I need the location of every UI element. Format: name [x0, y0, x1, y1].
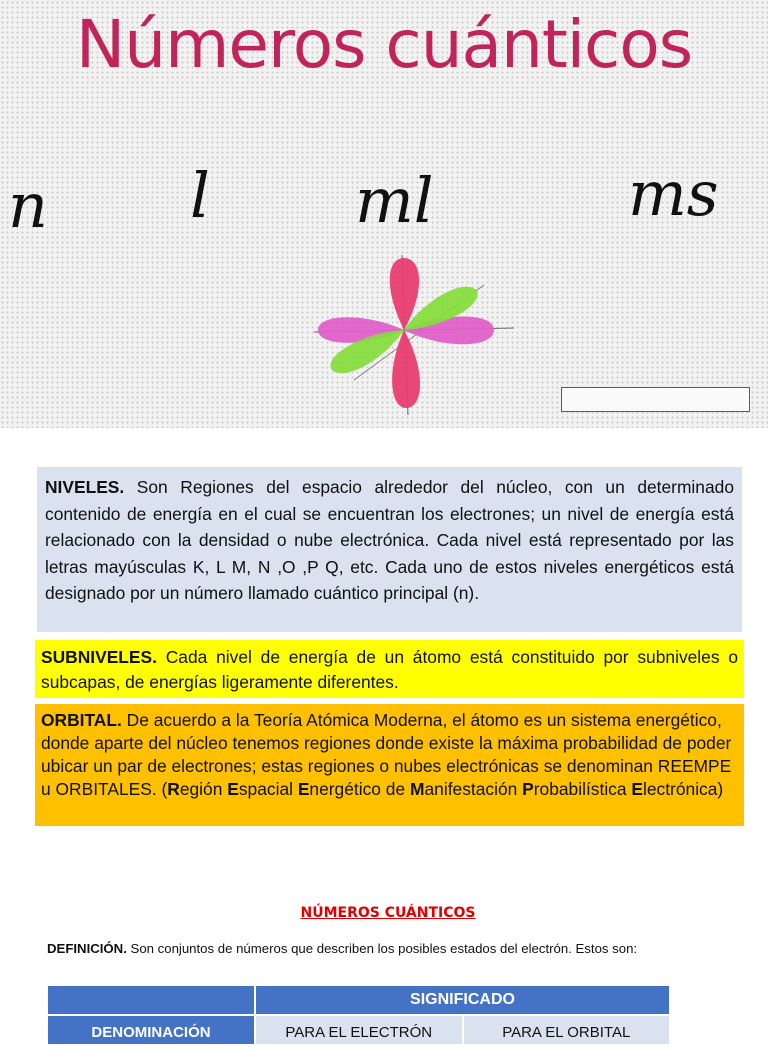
quantum-numbers-table: [47, 985, 670, 1045]
symbol-ml: ml: [355, 164, 434, 237]
acronym-cap: P: [522, 779, 534, 799]
symbol-l: l: [190, 159, 210, 232]
niveles-block: [37, 467, 742, 632]
acronym-rest: robabilística: [533, 779, 632, 799]
caption-box: [561, 387, 750, 412]
orbital-text: De acuerdo a la Teoría Atómica Moderna, el átomo es un sistema energético, donde aparte del núcleo tenemos regiones donde existe la máxima probabilidad de poder ubicar un par de electrones; estas regiones o nubes electrónicas se denominan REEMPE u ORBITALES. (: [41, 710, 732, 799]
orbital-heading: ORBITAL.: [41, 710, 122, 730]
orbital-block: [35, 704, 744, 826]
acronym-rest: anifestación: [424, 779, 523, 799]
subniveles-text: Cada nivel de energía de un átomo está constituido por subniveles o subcapas, de energías ligeramente diferentes.: [41, 647, 738, 692]
acronym-rest: spacial: [238, 779, 298, 799]
table-header-denominacion: DENOMINACIÓN: [47, 1015, 255, 1045]
acronym-rest: lectrónica): [643, 779, 724, 799]
table-header-orbital: PARA EL ORBITAL: [463, 1015, 671, 1045]
acronym-rest: egión: [179, 779, 228, 799]
hero-title: Números cuánticos: [75, 6, 693, 83]
table-header-row: [47, 985, 670, 1015]
table-subheader-row: [47, 1015, 670, 1045]
acronym-cap: E: [297, 779, 310, 799]
symbol-ms: ms: [628, 157, 719, 230]
table-header-significado: SIGNIFICADO: [255, 985, 670, 1015]
acronym-rest: nergético de: [309, 779, 410, 799]
definicion-text: Son conjuntos de números que describen los posibles estados del electrón. Estos son:: [126, 941, 638, 956]
definicion-paragraph: [47, 941, 747, 956]
acronym-cap: E: [227, 779, 239, 799]
table-header-electron: PARA EL ELECTRÓN: [255, 1015, 463, 1045]
table-header-empty: [47, 985, 255, 1015]
acronym-cap: R: [167, 779, 180, 799]
acronym-cap: M: [409, 779, 425, 799]
subniveles-block: [35, 640, 744, 698]
subniveles-heading: SUBNIVELES.: [41, 647, 157, 667]
symbol-n: n: [8, 169, 48, 242]
definicion-label: DEFINICIÓN.: [47, 941, 127, 956]
niveles-text: Son Regiones del espacio alrededor del núcleo, con un determinado contenido de energía en el cual se encuentran los electrones; un nivel de energía está relacionado con la densidad o nube electrónica. Cada nivel está representado por las letras mayúsculas K, L M, N ,O ,P Q, etc. Cada uno de estos niveles energéticos está designado por un número llamado cuántico principal (n).: [45, 477, 734, 603]
acronym-cap: E: [631, 779, 643, 799]
section-title: NÚMEROS CUÁNTICOS: [300, 905, 476, 921]
niveles-heading: NIVELES.: [45, 477, 125, 497]
d-orbital-illustration: [304, 250, 519, 420]
hero-banner: [0, 0, 768, 428]
